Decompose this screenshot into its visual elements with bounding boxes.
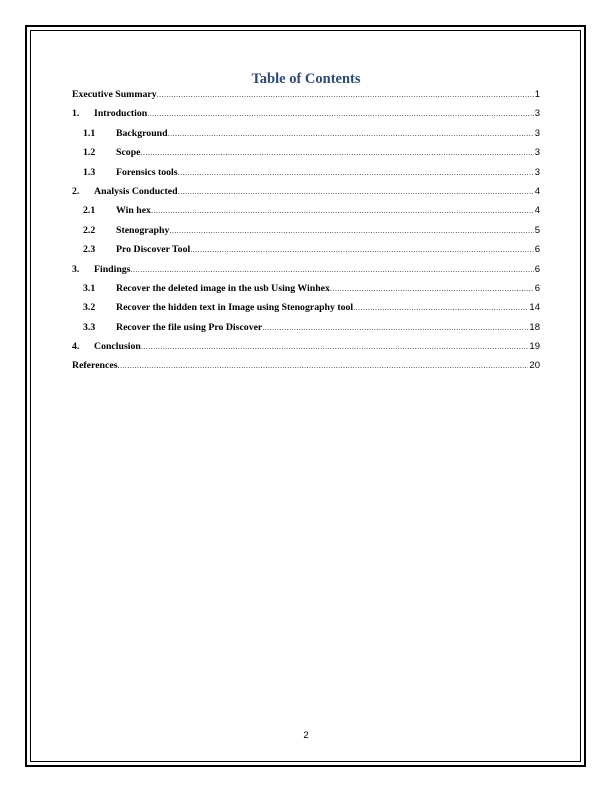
toc-leader-dots [118,361,529,370]
toc-entry-forensics-tools[interactable] [72,167,540,186]
toc-entry-conclusion[interactable] [72,341,540,360]
toc-entry-page: 4 [534,205,540,217]
toc-entry-label: Win hex [116,205,151,217]
toc-leader-dots [190,245,533,254]
toc-entry-page: 20 [529,360,540,372]
toc-entry-label: Scope [116,147,141,159]
toc-entry-label: Background [116,127,168,139]
toc-entry-page: 6 [534,244,540,256]
toc-entry-number: 3. [72,263,80,275]
toc-entry-label: Pro Discover Tool [116,244,191,256]
toc-entry-number: 4. [72,341,80,353]
toc-entry-recover-deleted-image[interactable] [72,283,540,302]
table-of-contents [72,89,540,380]
toc-entry-pro-discover-tool[interactable] [72,244,540,263]
toc-entry-page: 3 [534,166,540,178]
toc-entry-recover-file-pro-discover[interactable] [72,322,540,341]
toc-entry-page: 1 [534,89,540,100]
toc-entry-analysis-conducted[interactable] [72,186,540,205]
toc-leader-dots [168,129,534,138]
toc-entry-label: Recover the file using Pro Discover [116,321,263,333]
toc-leader-dots [353,303,528,312]
toc-title: Table of Contents [251,71,361,87]
toc-entry-background[interactable] [72,128,540,147]
toc-leader-dots [157,90,534,99]
toc-entry-number: 3.1 [83,282,96,294]
toc-entry-label: Forensics tools [116,166,178,178]
toc-entry-number: 2.3 [83,244,96,256]
toc-entry-label: Conclusion [94,341,141,353]
toc-entry-recover-hidden-text[interactable] [72,302,540,321]
page-number: 2 [303,730,309,741]
toc-leader-dots [178,187,534,196]
toc-leader-dots [141,148,534,157]
toc-entry-label: Introduction [94,108,148,120]
toc-entry-page: 3 [534,127,540,139]
toc-entry-scope[interactable] [72,147,540,166]
toc-entry-page: 5 [534,224,540,236]
toc-entry-page: 19 [529,341,540,353]
toc-entry-number: 1.3 [83,166,96,178]
toc-entry-label: Stenography [116,224,170,236]
toc-leader-dots [131,265,534,274]
toc-entry-label: Recover the deleted image in the usb Using Winhex [116,282,330,294]
toc-entry-number: 2. [72,185,80,197]
toc-entry-stenography[interactable] [72,225,540,244]
toc-entry-introduction[interactable] [72,108,540,127]
toc-leader-dots [262,323,528,332]
toc-leader-dots [147,109,534,118]
toc-entry-page: 18 [529,321,540,333]
toc-entry-page: 6 [534,263,540,275]
toc-entry-number: 3.3 [83,321,96,333]
toc-entry-findings[interactable] [72,264,540,283]
toc-leader-dots [178,168,534,177]
toc-entry-page: 6 [534,282,540,294]
toc-entry-label: Recover the hidden text in Image using Stenography tool [116,302,354,314]
toc-entry-label: References [72,360,118,372]
toc-entry-page: 3 [534,108,540,120]
toc-entry-number: 2.2 [83,224,96,236]
toc-entry-executive-summary[interactable] [72,89,540,108]
toc-entry-number: 1. [72,108,80,120]
toc-entry-win-hex[interactable] [72,205,540,224]
toc-entry-references[interactable] [72,360,540,379]
toc-leader-dots [169,226,533,235]
toc-entry-label: Analysis Conducted [94,185,178,197]
toc-entry-page: 4 [534,185,540,197]
toc-entry-page: 3 [534,147,540,159]
toc-entry-label: Executive Summary [72,89,157,100]
toc-leader-dots [151,206,534,215]
toc-leader-dots [330,284,534,293]
toc-entry-label: Findings [94,263,131,275]
toc-entry-page: 14 [529,302,540,314]
toc-leader-dots [141,342,529,351]
toc-entry-number: 1.2 [83,147,96,159]
toc-entry-number: 3.2 [83,302,96,314]
toc-entry-number: 2.1 [83,205,96,217]
toc-entry-number: 1.1 [83,127,96,139]
